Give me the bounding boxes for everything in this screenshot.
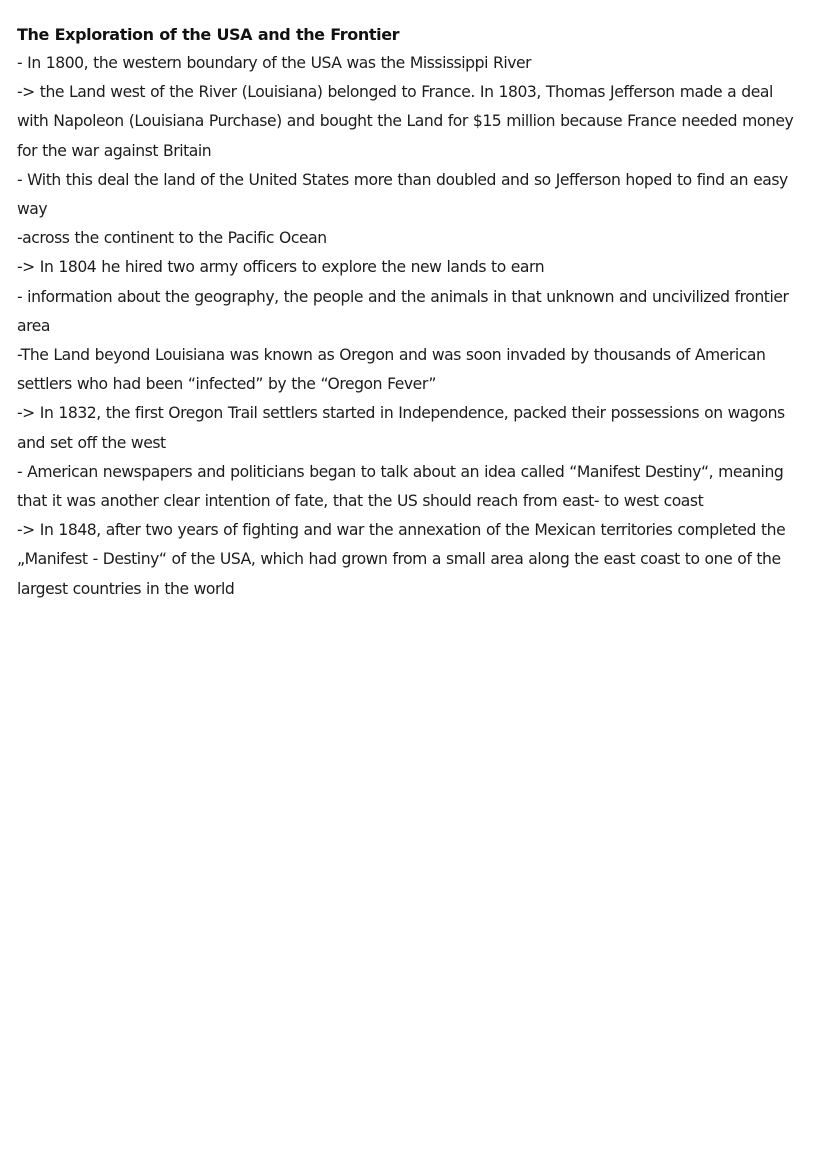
document-title: The Exploration of the USA and the Frontier: [17, 25, 400, 44]
note-paragraph-10: -> In 1848, after two years of fighting and war the annexation of the Mexican territories completed the „Manifest - Destiny“ of the USA, which had grown from a small area along the east coast to one of the largest countries in the world: [17, 521, 786, 598]
note-paragraph-9: - American newspapers and politicians began to talk about an idea called “Manifest Destiny“, meaning that it was another clear intention of fate, that the US should reach from east- to west coast: [17, 462, 784, 511]
note-paragraph-6: - information about the geography, the people and the animals in that unknown and uncivilized frontier area: [17, 287, 789, 335]
note-paragraph-8: -> In 1832, the first Oregon Trail settlers started in Independence, packed their possessions on wagons and set off the west: [17, 404, 785, 452]
notes-body: [17, 20, 807, 604]
note-paragraph-3: - With this deal the land of the United States more than doubled and so Jefferson hoped to find an easy way: [17, 170, 788, 219]
note-paragraph-4: -across the continent to the Pacific Ocean: [17, 229, 327, 248]
note-paragraph-5: -> In 1804 he hired two army officers to explore the new lands to earn: [17, 258, 545, 277]
note-paragraph-1: - In 1800, the western boundary of the USA was the Mississippi River: [17, 54, 532, 72]
note-paragraph-7: -The Land beyond Louisiana was known as Oregon and was soon invaded by thousands of American settlers who had been “infected” by the “Oregon Fever”: [17, 346, 766, 394]
note-paragraph-2: -> the Land west of the River (Louisiana) belonged to France. In 1803, Thomas Jefferson made a deal with Napoleon (Louisiana Purchase) and bought the Land for $15 million because France needed money for the war against Britain: [17, 83, 794, 160]
